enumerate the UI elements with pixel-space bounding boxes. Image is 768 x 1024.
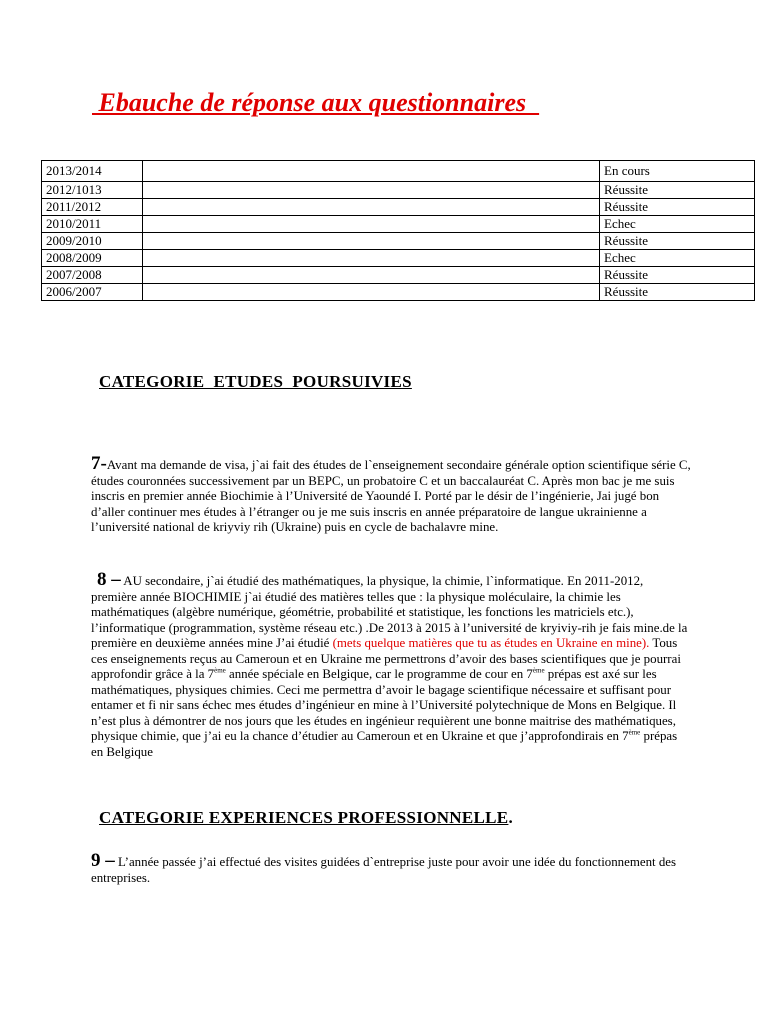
document-title: Ebauche de réponse aux questionnaires	[92, 88, 540, 117]
empty-cell	[143, 284, 600, 301]
year-cell: 2013/2014	[42, 161, 143, 182]
result-cell: Echec	[600, 250, 755, 267]
answer-9-number: 9 –	[91, 850, 115, 871]
empty-cell	[143, 233, 600, 250]
table-row	[42, 199, 755, 216]
result-cell: En cours	[600, 161, 755, 182]
result-cell: Réussite	[600, 284, 755, 301]
result-cell: Réussite	[600, 233, 755, 250]
section-heading-studies	[99, 372, 412, 392]
year-cell: 2011/2012	[42, 199, 143, 216]
table-row	[42, 250, 755, 267]
empty-cell	[143, 216, 600, 233]
answer-8	[91, 569, 691, 760]
answer-8-text-3: année spéciale en Belgique, car le programme de cour en 7	[225, 667, 533, 681]
table-row	[42, 284, 755, 301]
result-cell: Réussite	[600, 199, 755, 216]
year-cell: 2007/2008	[42, 267, 143, 284]
section-heading-experience	[99, 808, 513, 828]
result-cell: Réussite	[600, 267, 755, 284]
year-cell: 2010/2011	[42, 216, 143, 233]
answer-8-sup-1: ème	[214, 666, 226, 675]
answer-8-sup-2: ème	[532, 666, 545, 675]
answer-8-text-5: prépas en Belgique	[91, 729, 678, 759]
answer-9	[91, 850, 691, 886]
answer-8-number: 8 –	[97, 569, 121, 590]
year-cell: 2009/2010	[42, 233, 143, 250]
table-row	[42, 161, 755, 182]
answer-8-text-red: (mets quelque matières que tu as études en Ukraine en mine).	[332, 636, 650, 650]
years-table	[41, 160, 755, 301]
empty-cell	[143, 182, 600, 199]
empty-cell	[143, 267, 600, 284]
answer-7-number: 7-	[91, 453, 107, 474]
empty-cell	[143, 250, 600, 267]
answer-7	[91, 453, 691, 536]
answer-8-text-4: prépas est axé sur les mathématiques, physiques chimies. Ceci me permettra d’avoir le bagage scientifique nécessaire et suffisant pour entamer et fi nir sans échec mes études d’ingénieur en mine à l’Université polytechnique de Mons en Belgique. Il n’est plus à démontrer de nos jours que les études en ingénieur requièrent une bonne maitrise des mathématiques, physique chimie, que j’ai eu la chance d’étudier au Cameroun et en Ukraine et que j’approfondirais en 7	[91, 667, 677, 743]
answer-9-text: L’année passée j’ai effectué des visites guidées d`entreprise juste pour avoir une idée du fonctionnement des entreprises.	[91, 855, 677, 885]
year-cell: 2006/2007	[42, 284, 143, 301]
answer-7-text: Avant ma demande de visa, j`ai fait des études de l`enseignement secondaire générale option scientifique série C, études couronnées successivement par un BEPC, un probatoire C et un baccalauréat C. Après mon bac je me suis inscris en premier année Biochimie à l’Université de Yaoundé I. Porté par le désir de l’ingénierie, Jai jugé bon d’aller continuer mes études à l’étranger ou je me suis inscris en année préparatoire de langue ukrainienne a l’université national de kriyviy rih (Ukraine) puis en cycle de bachalavre mine.	[91, 458, 691, 534]
table-row	[42, 233, 755, 250]
result-cell: Réussite	[600, 182, 755, 199]
table-row	[42, 267, 755, 284]
answer-8-sup-3: ème	[628, 728, 641, 737]
table-row	[42, 182, 755, 199]
year-cell: 2008/2009	[42, 250, 143, 267]
section-heading-studies-text: CATEGORIE ETUDES POURSUIVIES	[99, 372, 412, 391]
section-heading-experience-text: CATEGORIE EXPERIENCES PROFESSIONNELLE	[99, 808, 509, 827]
section-heading-experience-dot: .	[508, 808, 513, 827]
empty-cell	[143, 199, 600, 216]
answer-8-text-1: AU secondaire, j`ai étudié des mathématiques, la physique, la chimie, l`informatique. En 2011-2012, première année BIOCHIMIE j`ai étudié des matières telles que : la physique moléculaire, la chimie les mathématiques (algèbre numérique, géométrie, probabilité et statistique, les fonctions les matriciels etc.), l’informatique (programmation, système réseau etc.) .De 2013 à 2015 à l’université de kryiviy-rih je fais mine.de la première en deuxième années mine J’ai étudié	[91, 574, 688, 650]
answer-8-text-2: Tous ces enseignements reçus au Cameroun et en Ukraine me permettrons d’avoir des bases scientifiques que je pourrai approfondir grâce à la 7	[91, 636, 681, 681]
empty-cell	[143, 161, 600, 182]
table-row	[42, 216, 755, 233]
year-cell: 2012/1013	[42, 182, 143, 199]
result-cell: Echec	[600, 216, 755, 233]
